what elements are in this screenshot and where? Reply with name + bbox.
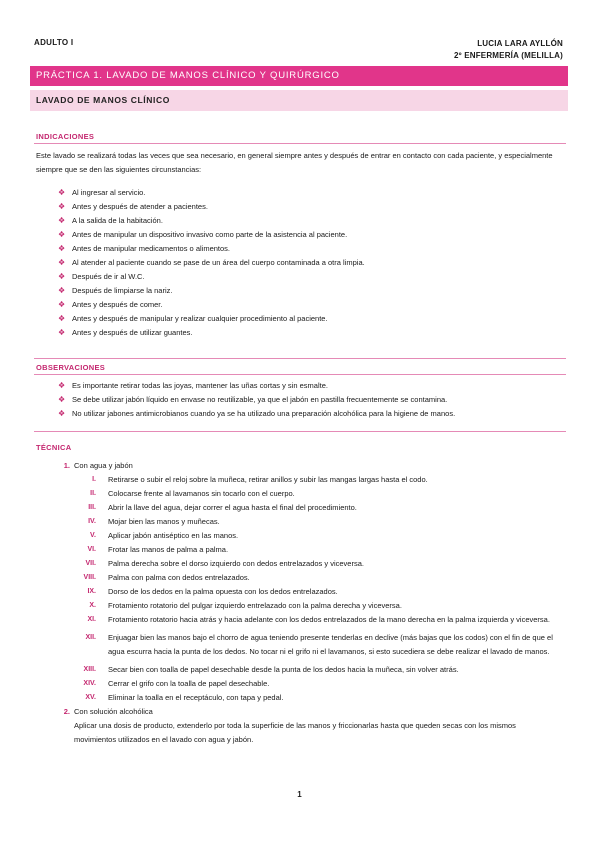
list-item: ❖ Antes y después de manipular y realizar cualquier procedimiento al paciente. [56, 312, 556, 326]
diamond-bullet-icon: ❖ [58, 300, 66, 309]
diamond-bullet-icon: ❖ [58, 244, 66, 253]
list-item: ❖ Antes de manipular un dispositivo invasivo como parte de la asistencia al paciente. [56, 228, 556, 242]
indicaciones-list [56, 186, 556, 340]
list-item: VII. Palma derecha sobre el dorso izquierdo con dedos entrelazados y viceversa. [85, 559, 364, 568]
observaciones-heading: OBSERVACIONES [36, 363, 106, 372]
section-subtitle-band: LAVADO DE MANOS CLÍNICO [30, 90, 568, 111]
diamond-bullet-icon: ❖ [58, 286, 66, 295]
header-author-program: 2º ENFERMERÍA (MELILLA) [454, 51, 563, 60]
list-item: ❖ Antes de manipular medicamentos o alimentos. [56, 242, 556, 256]
practice-title-band: PRÁCTICA 1. LAVADO DE MANOS CLÍNICO Y QUIRÚRGICO [30, 66, 568, 86]
diamond-bullet-icon: ❖ [58, 328, 66, 337]
diamond-bullet-icon: ❖ [58, 258, 66, 267]
diamond-bullet-icon: ❖ [58, 381, 66, 390]
page-number: 1 [297, 790, 302, 799]
diamond-bullet-icon: ❖ [58, 202, 66, 211]
list-item: ❖ Antes y después de atender a pacientes. [56, 200, 556, 214]
list-item: ❖ Al atender al paciente cuando se pase de un área del cuerpo contaminada a otra limpia. [56, 256, 556, 270]
list-item: III. Abrir la llave del agua, dejar correr el agua hasta el final del procedimiento. [88, 503, 357, 512]
step-label: Con agua y jabón [74, 461, 133, 470]
list-item: ❖ Antes y después de utilizar guantes. [56, 326, 556, 340]
step-solucion-alcoholica [60, 705, 556, 719]
list-item: X. Frotamiento rotatorio del pulgar izquierdo entrelazado con la palma derecha y viceversa. [89, 601, 402, 610]
header-author-name: LUCIA LARA AYLLÓN [477, 39, 563, 48]
step-number: 1. [63, 461, 70, 470]
list-item: XI. Frotamiento rotatorio hacia atrás y hacia adelante con los dedos entrelazados de la mano derecha en la palma izquierda y viceversa. [87, 615, 550, 624]
section-divider [34, 358, 566, 359]
diamond-bullet-icon: ❖ [58, 395, 66, 404]
diamond-bullet-icon: ❖ [58, 188, 66, 197]
list-item: XIII. Secar bien con toalla de papel desechable desde la punta de los dedos hacia la muñeca, sin volver atrás. [83, 665, 459, 674]
step-label: Con solución alcohólica [74, 707, 153, 716]
list-item: XII. Enjuagar bien las manos bajo el chorro de agua teniendo presente tenderlas en declive (más bajas que los codos) con el fin de que el agua escurra hacia la punta de los dedos. No tocar ni el grifo ni el lavamanos, si esto sucediera se debe realizar el lavado de manos. [85, 633, 553, 656]
list-item: ❖ Después de limpiarse la nariz. [56, 284, 556, 298]
section-divider [34, 374, 566, 375]
list-item: XIV. Cerrar el grifo con la toalla de papel desechable. [83, 679, 270, 688]
step-number: 2. [63, 707, 70, 716]
header-course: ADULTO I [34, 38, 74, 47]
list-item: I. Retirarse o subir el reloj sobre la muñeca, retirar anillos y subir las mangas largas hasta el codo. [92, 475, 428, 484]
observaciones-list [56, 379, 556, 421]
list-item: IV. Mojar bien las manos y muñecas. [88, 517, 220, 526]
list-item: ❖ Antes y después de comer. [56, 298, 556, 312]
list-item: ❖ Al ingresar al servicio. [56, 186, 556, 200]
list-item: IX. Dorso de los dedos en la palma opuesta con los dedos entrelazados. [87, 587, 338, 596]
step-agua-jabon [60, 459, 556, 473]
indicaciones-heading: INDICACIONES [36, 132, 95, 141]
list-item: ❖ Se debe utilizar jabón líquido en envase no reutilizable, ya que el jabón en pastilla frecuentemente se contamina. [56, 393, 556, 407]
list-item: ❖ Es importante retirar todas las joyas, mantener las uñas cortas y sin esmalte. [56, 379, 556, 393]
tecnica-heading: TÉCNICA [36, 443, 72, 452]
list-item: II. Colocarse frente al lavamanos sin tocarlo con el cuerpo. [90, 489, 295, 498]
list-item: V. Aplicar jabón antiséptico en las manos. [90, 531, 239, 540]
list-item: XV. Eliminar la toalla en el receptáculo, con tapa y pedal. [85, 693, 284, 702]
header-author [454, 38, 563, 62]
section-divider [34, 431, 566, 432]
diamond-bullet-icon: ❖ [58, 230, 66, 239]
diamond-bullet-icon: ❖ [58, 409, 66, 418]
diamond-bullet-icon: ❖ [58, 272, 66, 281]
list-item: VIII. Palma con palma con dedos entrelazados. [83, 573, 250, 582]
list-item: VI. Frotar las manos de palma a palma. [87, 545, 229, 554]
tecnica-list [60, 459, 556, 747]
diamond-bullet-icon: ❖ [58, 216, 66, 225]
step-alcohol-text: Aplicar una dosis de producto, extenderlo por toda la superficie de las manos y friccionarlas hasta que queden secas con los mismos movimientos utilizados en el lavado con agua y jabón. [74, 721, 516, 744]
list-item: ❖ A la salida de la habitación. [56, 214, 556, 228]
diamond-bullet-icon: ❖ [58, 314, 66, 323]
list-item: ❖ No utilizar jabones antimicrobianos cuando ya se ha utilizado una preparación alcohólica para la higiene de manos. [56, 407, 556, 421]
list-item: ❖ Después de ir al W.C. [56, 270, 556, 284]
section-divider [34, 143, 566, 144]
indicaciones-intro: Este lavado se realizará todas las veces que sea necesario, en general siempre antes y después de entrar en contacto con cada paciente, y especialmente siempre que se den las siguientes circunstancias: [36, 151, 553, 174]
